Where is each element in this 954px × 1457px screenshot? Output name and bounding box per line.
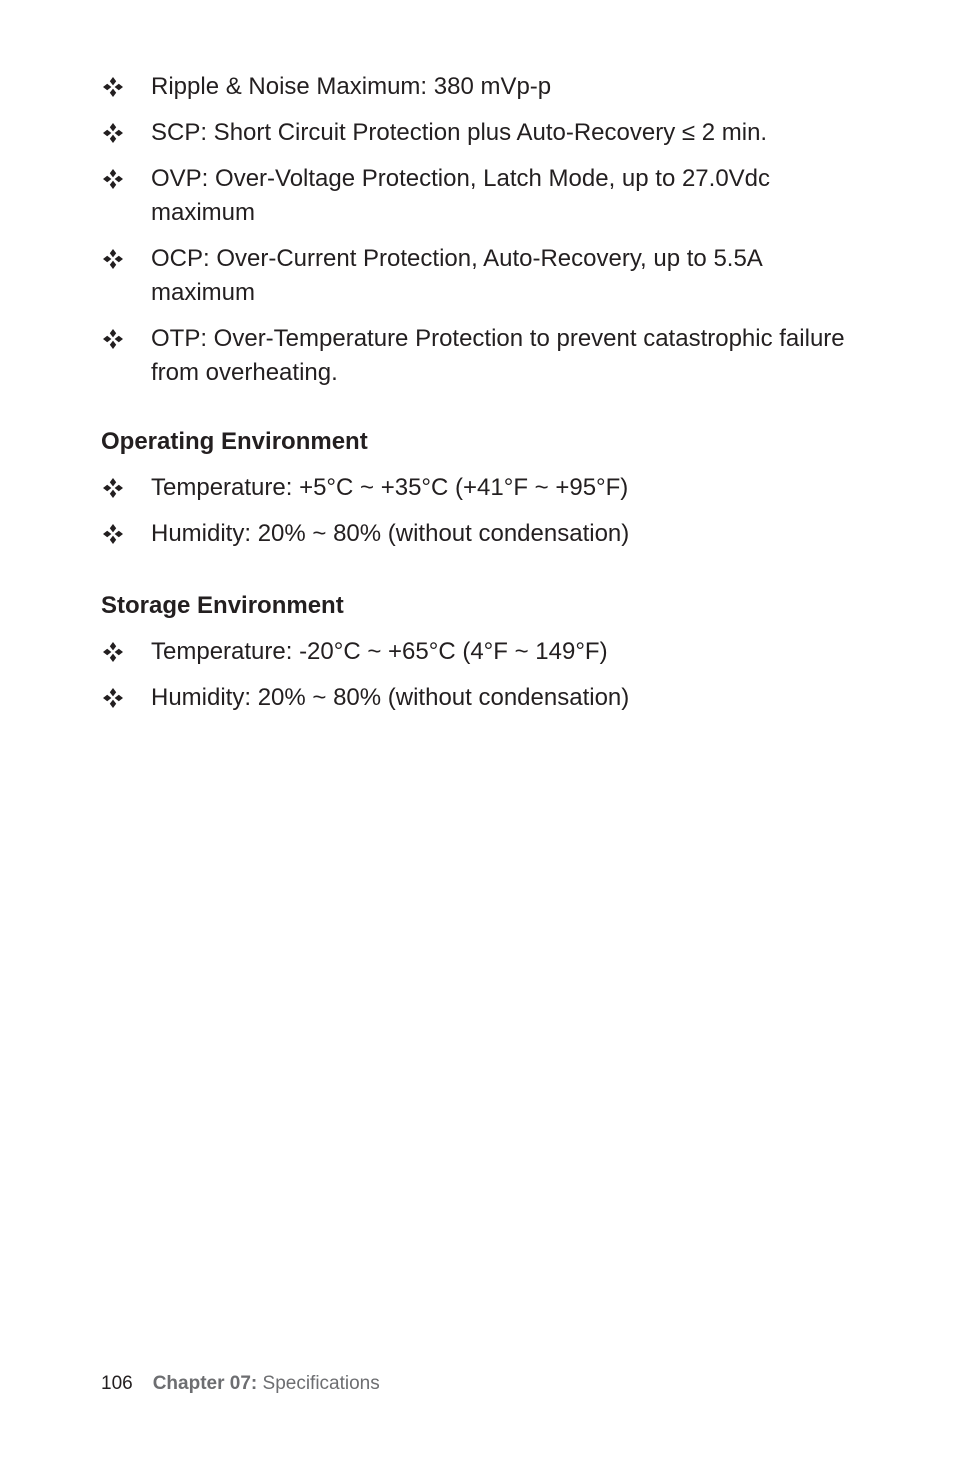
four-diamond-bullet-icon bbox=[101, 70, 127, 104]
list-item bbox=[101, 517, 861, 551]
section-heading: Operating Environment bbox=[101, 428, 368, 455]
list-item bbox=[101, 681, 861, 715]
list-item bbox=[101, 471, 861, 505]
list-item-text: OVP: Over-Voltage Protection, Latch Mode, up to 27.0Vdc maximum bbox=[151, 165, 771, 226]
four-diamond-bullet-icon bbox=[101, 681, 127, 715]
list-item bbox=[101, 635, 861, 669]
storage-environment-section bbox=[101, 589, 861, 727]
page-number: 106 bbox=[101, 1373, 133, 1394]
list-item bbox=[101, 116, 861, 150]
chapter-title: Specifications bbox=[262, 1373, 380, 1394]
list-item-text: Humidity: 20% ~ 80% (without condensation) bbox=[151, 520, 630, 547]
operating-environment-section bbox=[101, 425, 861, 563]
section-heading: Storage Environment bbox=[101, 592, 344, 619]
four-diamond-bullet-icon bbox=[101, 517, 127, 551]
list-item-text: Temperature: -20°C ~ +65°C (4°F ~ 149°F) bbox=[151, 638, 608, 665]
list-item bbox=[101, 242, 861, 310]
list-item-text: SCP: Short Circuit Protection plus Auto-Recovery ≤ 2 min. bbox=[151, 119, 768, 146]
four-diamond-bullet-icon bbox=[101, 162, 127, 196]
four-diamond-bullet-icon bbox=[101, 635, 127, 669]
page-footer bbox=[101, 1371, 380, 1397]
four-diamond-bullet-icon bbox=[101, 471, 127, 505]
list-item bbox=[101, 162, 861, 230]
protection-list bbox=[101, 70, 861, 402]
four-diamond-bullet-icon bbox=[101, 322, 127, 356]
list-item-text: Ripple & Noise Maximum: 380 mVp-p bbox=[151, 73, 552, 100]
list-item-text: Temperature: +5°C ~ +35°C (+41°F ~ +95°F) bbox=[151, 474, 629, 501]
four-diamond-bullet-icon bbox=[101, 116, 127, 150]
list-item bbox=[101, 70, 861, 104]
list-item-text: OCP: Over-Current Protection, Auto-Recovery, up to 5.5A maximum bbox=[151, 245, 762, 306]
list-item-text: OTP: Over-Temperature Protection to prevent catastrophic failure from overheating. bbox=[151, 325, 845, 386]
four-diamond-bullet-icon bbox=[101, 242, 127, 276]
list-item bbox=[101, 322, 861, 390]
chapter-label: Chapter 07: bbox=[152, 1373, 258, 1394]
list-item-text: Humidity: 20% ~ 80% (without condensation) bbox=[151, 684, 630, 711]
